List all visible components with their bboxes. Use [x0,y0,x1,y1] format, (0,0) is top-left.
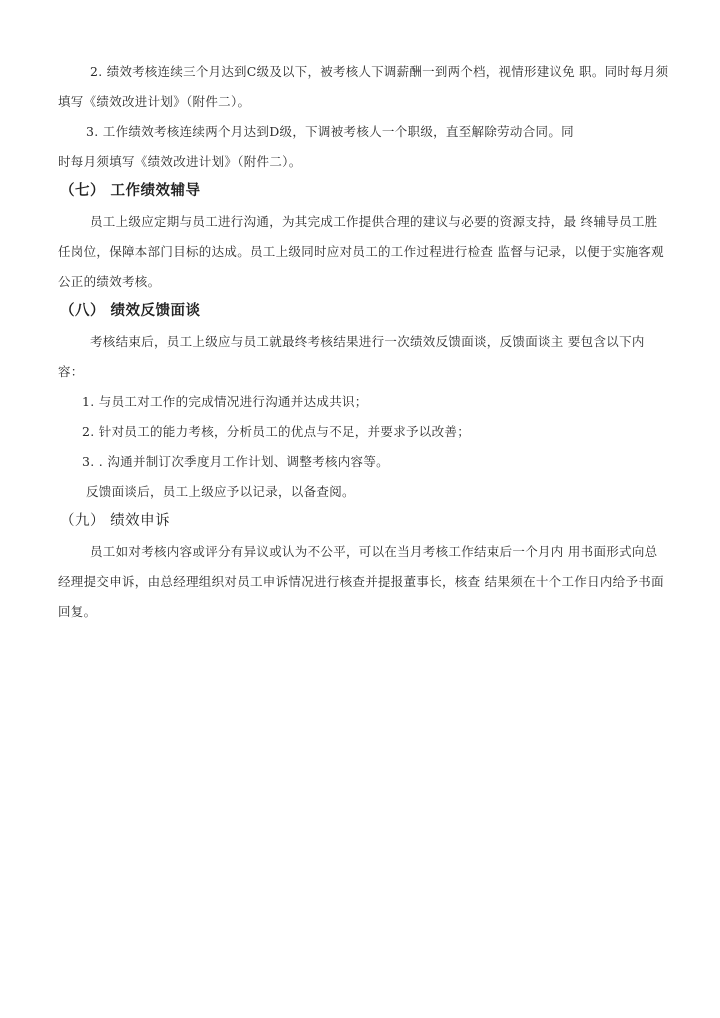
section-8-intro-line-2: 容： [58,364,84,379]
paragraph-c-level-line-2: 填写《绩效改进计划》（附件二）。 [58,94,251,109]
section-7-heading: （七） 工作绩效辅导 [60,182,201,199]
section-8-closing: 反馈面谈后，员工上级应予以记录，以备查阅。 [86,484,355,499]
section-8-intro-line-1: 考核结束后，员工上级应与员工就最终考核结果进行一次绩效反馈面谈，反馈面谈主 要包含以下内 [90,334,645,349]
paragraph-d-level-line-1: 3. 工作绩效考核连续两个月达到D级，下调被考核人一个职级，直至解除劳动合同。同 [86,124,574,139]
section-9-line-3: 回复。 [58,604,97,619]
section-8-item-3: 3. . 沟通并制订次季度月工作计划、调整考核内容等。 [82,454,389,469]
section-7-line-3: 公正的绩效考核。 [58,274,161,289]
section-8-item-2: 2. 针对员工的能力考核，分析员工的优点与不足，并要求予以改善； [82,424,471,439]
section-7-line-1: 员工上级应定期与员工进行沟通，为其完成工作提供合理的建议与必要的资源支持，最 终辅导员工胜 [90,214,658,229]
paragraph-c-level-line-1: 2. 绩效考核连续三个月达到C级及以下，被考核人下调薪酬一到两个档，视情形建议免 职。同时每月须 [90,64,669,79]
section-7-line-2: 任岗位，保障本部门目标的达成。员工上级同时应对员工的工作过程进行检查 监督与记录，以便于实施客观 [58,244,664,259]
section-9-heading: （九） 绩效申诉 [60,513,171,529]
section-8-heading: （八） 绩效反馈面谈 [60,302,201,319]
section-9-line-1: 员工如对考核内容或评分有异议或认为不公平，可以在当月考核工作结束后一个月内 用书面形式向总 [90,544,658,559]
section-8-item-1: 1. 与员工对工作的完成情况进行沟通并达成共识； [82,394,368,409]
paragraph-d-level-line-2: 时每月须填写《绩效改进计划》（附件二）。 [58,154,302,169]
section-9-line-2: 经理提交申诉，由总经理组织对员工申诉情况进行核查并提报董事长，核查 结果须在十个工作日内给予书面 [58,574,664,589]
